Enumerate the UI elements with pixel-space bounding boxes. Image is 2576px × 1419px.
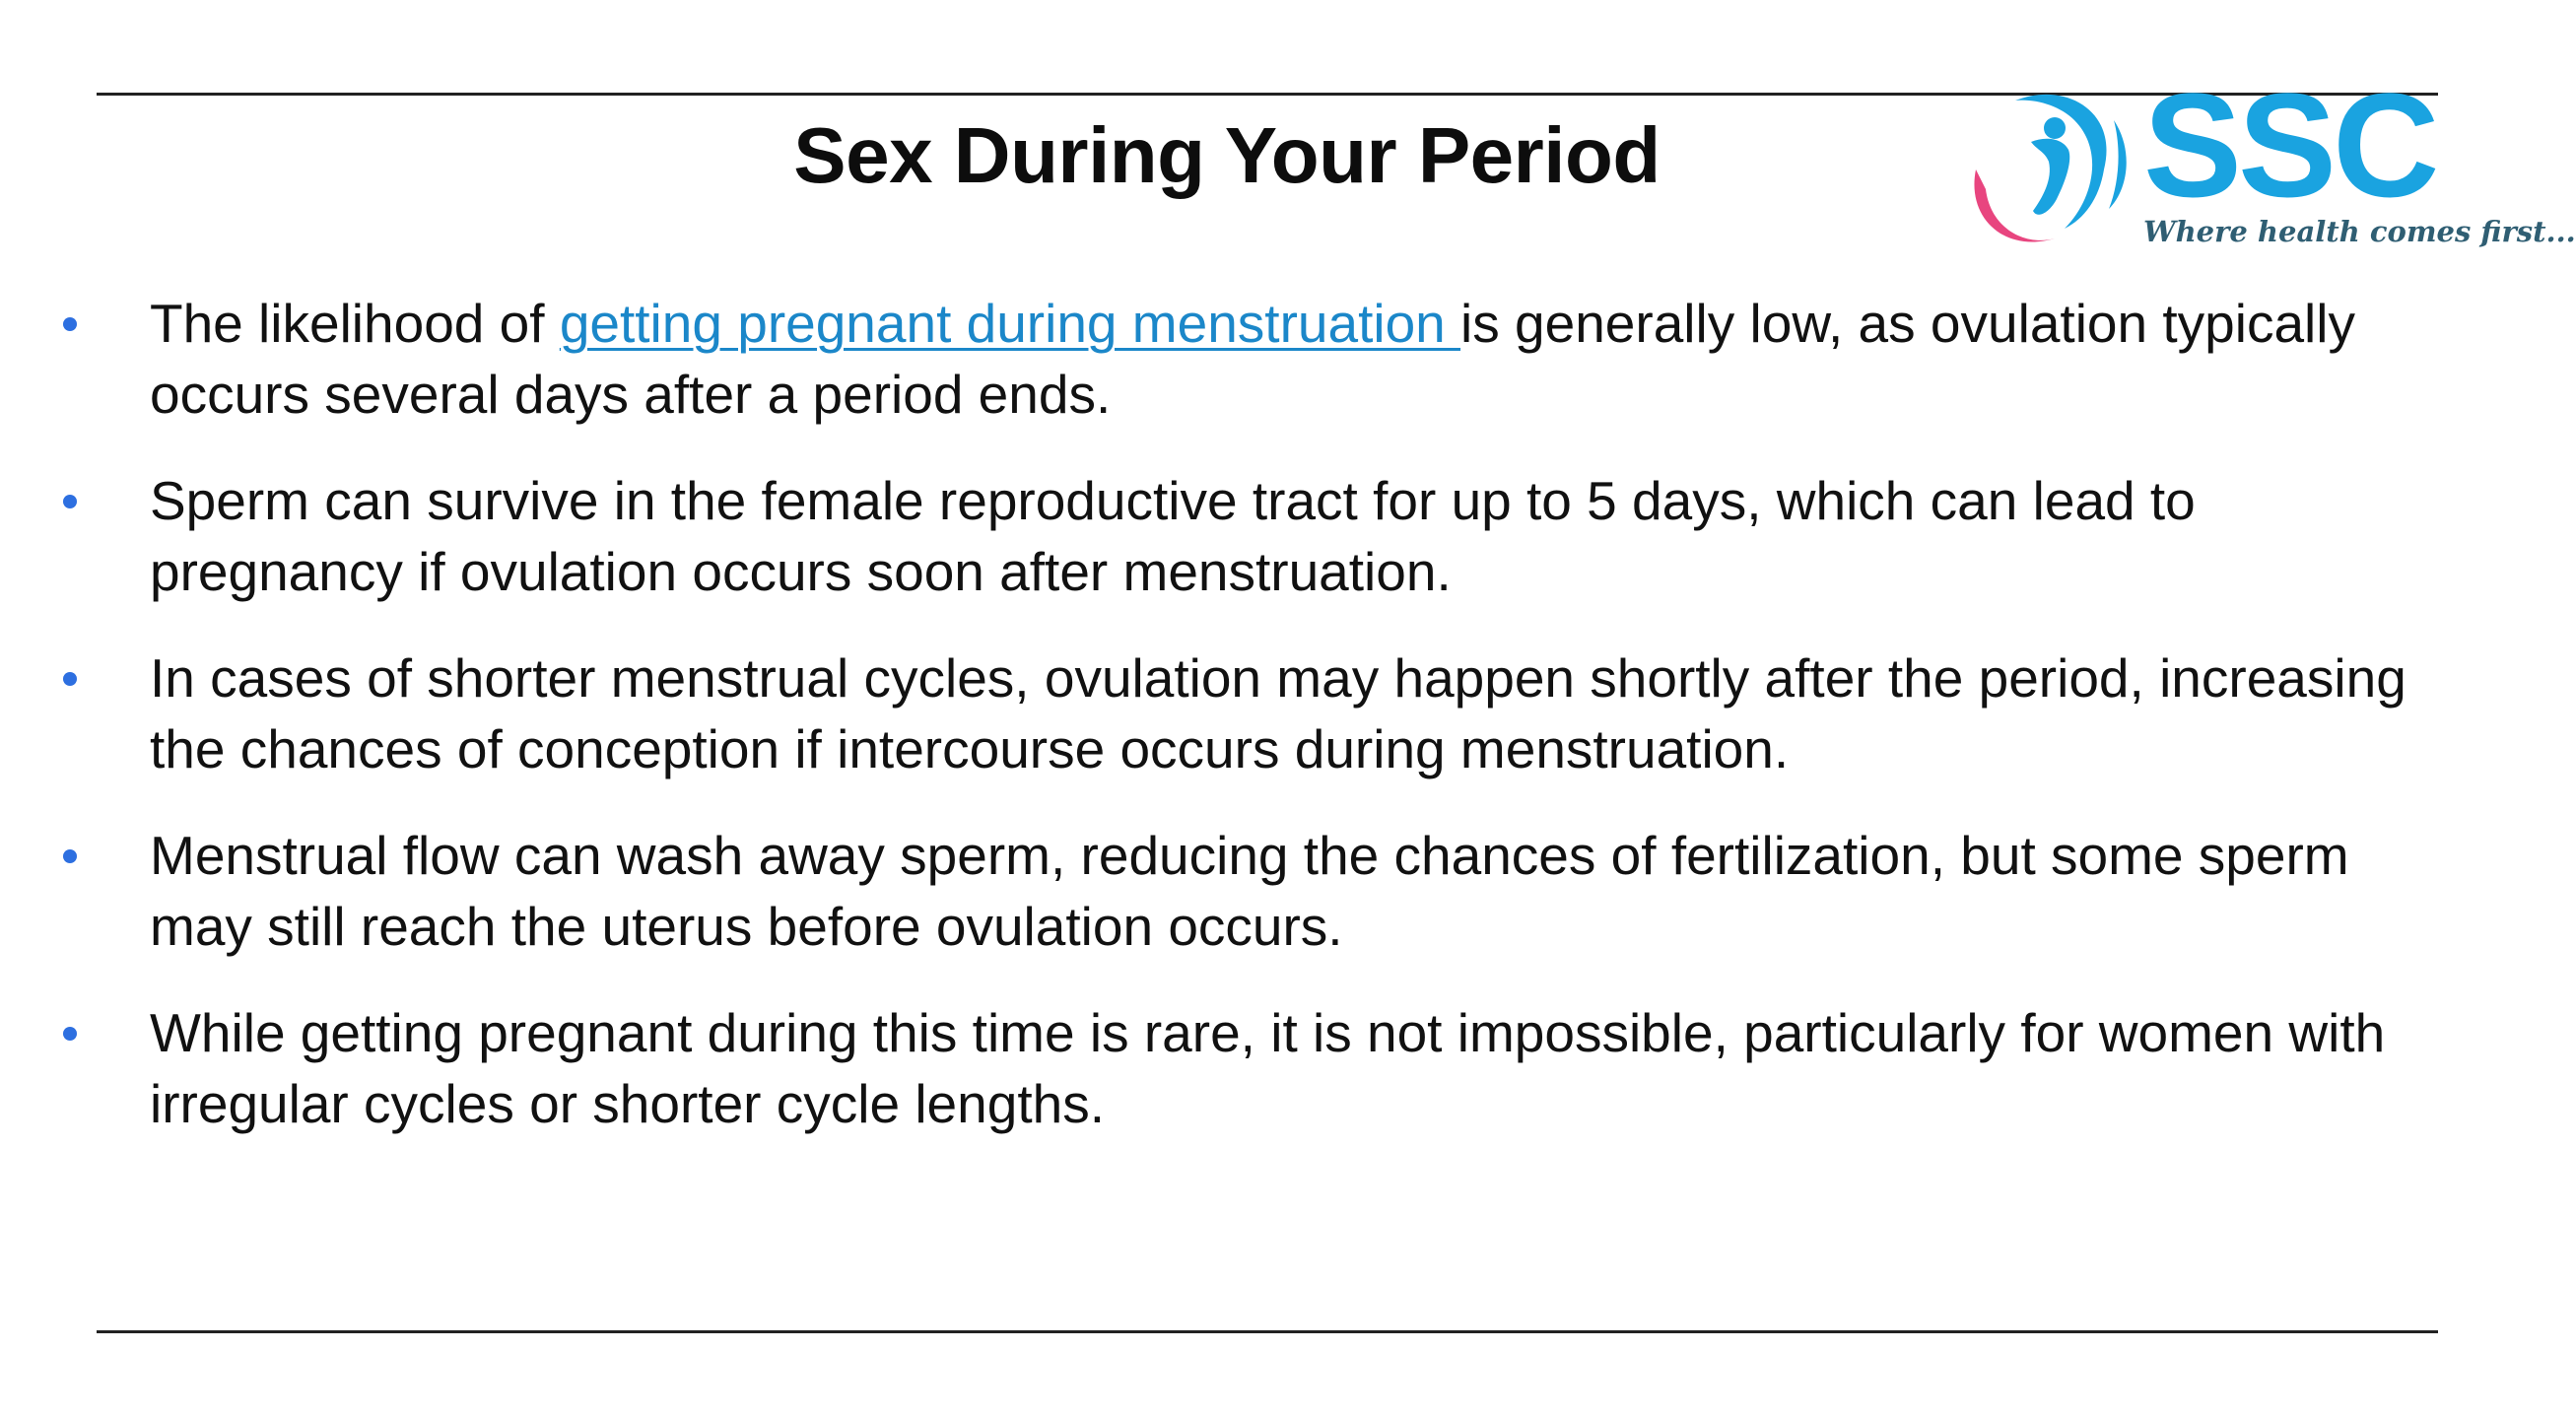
- logo-tagline: Where health comes first...: [2143, 215, 2576, 248]
- logo-wordmark: SSC: [2143, 62, 2436, 228]
- bullet-dot-icon: [63, 495, 77, 508]
- bullet-text: While getting pregnant during this time is rare, it is not impossible, particularly for women with irregular cycles or shorter cycle lengths.: [150, 1002, 2386, 1134]
- bullet-item: [63, 820, 2448, 962]
- bullet-item: [63, 642, 2448, 784]
- bullet-item: [63, 465, 2448, 607]
- bullet-text: Sperm can survive in the female reproductive tract for up to 5 days, which can lead to pregnancy if ovulation occurs soon after menstruation.: [150, 470, 2196, 602]
- swoosh-figure-icon: [1946, 81, 2143, 258]
- bullet-dot-icon: [63, 317, 77, 331]
- bullet-dot-icon: [63, 672, 77, 686]
- bullet-text-before: The likelihood of: [150, 293, 560, 354]
- menstruation-pregnancy-link[interactable]: getting pregnant during menstruation: [559, 293, 1461, 354]
- bullet-item: [63, 288, 2448, 430]
- bullet-dot-icon: [63, 1027, 77, 1041]
- bottom-divider: [97, 1330, 2438, 1333]
- bullet-text: Menstrual flow can wash away sperm, reducing the chances of fertilization, but some sperm may still reach the uterus before ovulation occurs.: [150, 825, 2349, 957]
- ssc-logo: [1946, 62, 2576, 258]
- slide-title: Sex During Your Period: [793, 111, 1661, 199]
- bullet-text: In cases of shorter menstrual cycles, ovulation may happen shortly after the period, increasing the chances of conception if intercourse occurs during menstruation.: [150, 647, 2407, 779]
- bullet-list: [63, 288, 2448, 1175]
- bullet-item: [63, 997, 2448, 1139]
- bullet-dot-icon: [63, 849, 77, 863]
- bullet-text-after: is generally low, as ovulation typically occurs several days after a period ends.: [150, 293, 2355, 425]
